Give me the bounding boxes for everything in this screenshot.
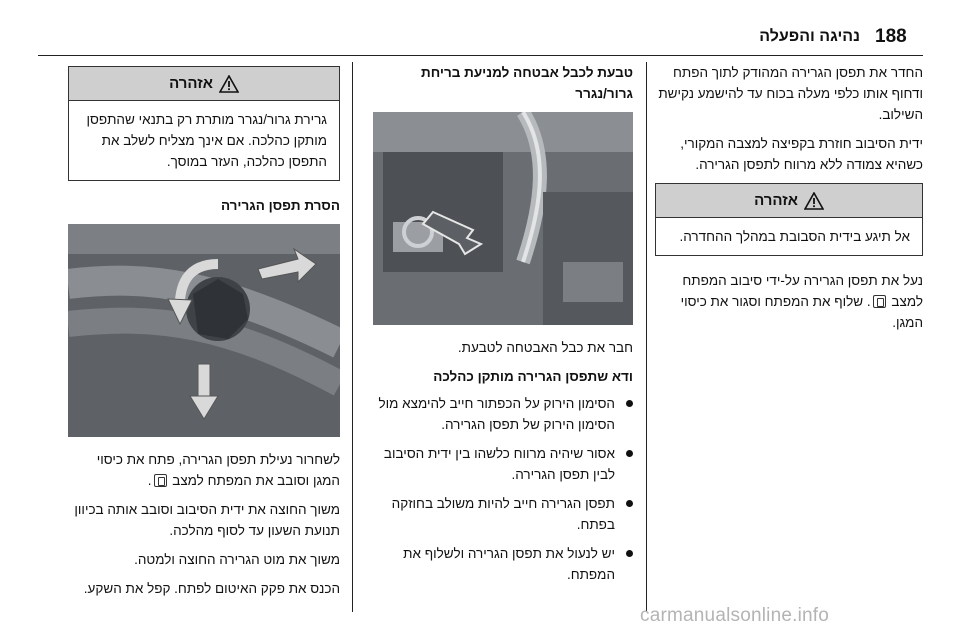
warning-box-left (68, 66, 340, 181)
left-column (68, 62, 340, 607)
warning-text: גרירת גרור/נגרר מותרת רק בתנאי שהתפסן מותקן כהלכה. אם אינך מצליח לשלב את התפסן כהלכה, העזר במוסך. (86, 112, 327, 169)
list-item: הסימון הירוק על הכפתור חייב להימצא מול הסימון הירוק של תפסן הגרירה. (373, 393, 633, 435)
header-rule (38, 55, 923, 56)
list-item: תפסן הגרירה חייב להיות משולב בחוזקה בפתח. (373, 493, 633, 535)
removal-paragraph-3: משוך את מוט הגרירה החוצה ולמטה. (134, 552, 340, 567)
checklist (373, 393, 633, 585)
warning-triangle-icon (804, 192, 824, 210)
lock-key-position-icon (873, 295, 886, 308)
section-heading-safety-ring: טבעת לכבל אבטחה למניעת בריחת גרור/נגרר (421, 65, 633, 101)
warning-box-right (655, 183, 923, 256)
list-item: יש לנעול את תפסן הגרירה ולשלוף את המפתח. (373, 543, 633, 585)
closing-text: נעל את תפסן הגרירה על-ידי סיבוב המפתח למצב . שלוף את המפתח וסגור את כיסוי המגן. (680, 273, 923, 330)
warning-title: אזהרה (169, 75, 213, 92)
removal-paragraph-4: הכנס את פקק האיטום לפתח. קפל את השקע. (83, 581, 340, 596)
removal-paragraph-1: לשחרור נעילת תפסן הגרירה, פתח את כיסוי המגן וסובב את המפתח למצב . (96, 452, 340, 488)
intro-paragraph-1: החדר את תפסן הגרירה המהודק לתוך הפתח ודחוף אותו כלפי מעלה בכוח עד להישמע נקישת השילוב. (658, 65, 923, 122)
list-item: אסור שיהיה מרווח כלשהו בין ידית הסיבוב לבין תפסן הגרירה. (373, 443, 633, 485)
middle-column (373, 62, 633, 593)
checklist-heading: ודא שתפסן הגרירה מותקן כהלכה (433, 369, 633, 384)
intro-paragraph-2: ידית הסיבוב חוזרת בקפיצה למצבה המקורי, כשהיא צמודה ללא מרווח לתפסן הגרירה. (680, 136, 923, 172)
figure-caption: חבר את כבל האבטחה לטבעת. (457, 340, 633, 355)
bullet-icon (626, 500, 633, 507)
towbar-removal-illustration (68, 224, 340, 437)
warning-text: אל תיגע בידית הסבובת במהלך ההחדרה. (679, 229, 910, 244)
right-column (655, 62, 923, 341)
bullet-icon (626, 550, 633, 557)
closing-paragraph (655, 270, 923, 333)
bullet-icon (626, 400, 633, 407)
column-divider-right (646, 62, 647, 612)
page-number: 188 (875, 26, 907, 47)
figure-towbar-removal (68, 224, 340, 437)
warning-header (656, 184, 922, 218)
unlock-key-position-icon (154, 474, 167, 487)
warning-header (69, 67, 339, 101)
column-divider-left (352, 62, 353, 612)
safety-ring-illustration (373, 112, 633, 325)
removal-paragraph-2: משוך החוצה את ידית הסיבוב וסובב אותה בכיוון תנועת השעון עד לסוף מהלכה. (74, 502, 340, 538)
bullet-icon (626, 450, 633, 457)
section-heading-removal: הסרת תפסן הגרירה (220, 198, 340, 213)
warning-triangle-icon (219, 75, 239, 93)
figure-safety-cable-ring (373, 112, 633, 325)
page-header-title: נהיגה והפעלה (759, 28, 860, 45)
warning-title: אזהרה (754, 192, 798, 209)
watermark: carmanualsonline.info (640, 605, 830, 626)
